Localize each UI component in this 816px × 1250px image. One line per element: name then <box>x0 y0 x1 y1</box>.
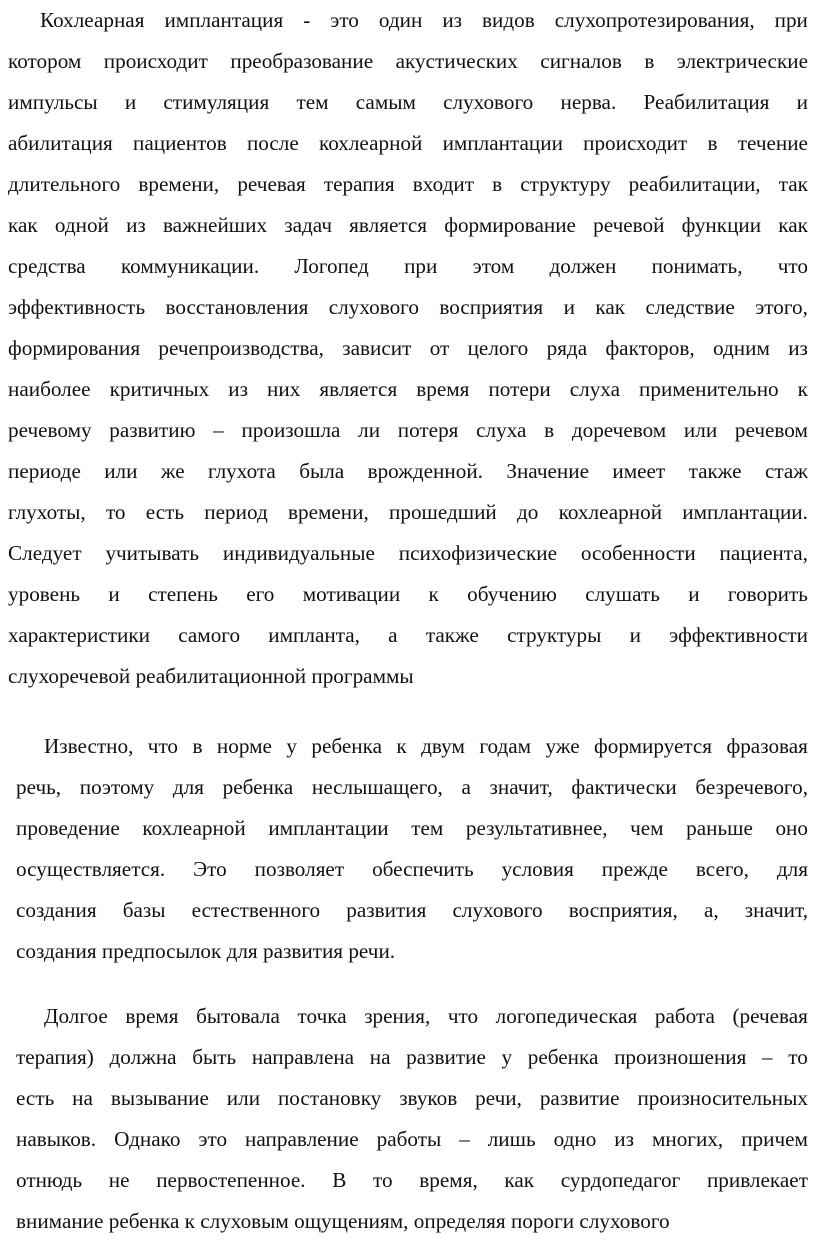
word: видов <box>482 8 535 32</box>
word: Логопед <box>294 254 369 278</box>
paragraph-line <box>8 579 808 609</box>
word: произошла <box>241 418 341 442</box>
word: сурдопедагог <box>560 1168 681 1192</box>
word: них <box>267 377 301 401</box>
word: является <box>319 377 398 401</box>
paragraph-line <box>8 538 808 568</box>
word: эффективность <box>8 295 146 319</box>
word: из <box>614 1127 634 1151</box>
word: работа <box>654 1004 715 1028</box>
word: ли <box>358 418 381 442</box>
word: Следует <box>8 541 82 565</box>
word: импланта, <box>268 623 360 647</box>
word: формирования <box>8 336 141 360</box>
word: слушать <box>585 582 660 606</box>
word: условия <box>501 857 574 881</box>
word: – <box>762 1045 773 1069</box>
word: а <box>388 623 398 647</box>
word: прежде <box>601 857 668 881</box>
word: период <box>204 500 268 524</box>
paragraph-line <box>16 772 808 802</box>
word: причем <box>741 1127 808 1151</box>
word: происходит <box>583 131 688 155</box>
word: есть <box>145 500 185 524</box>
word: как <box>504 1168 535 1192</box>
word: обучению <box>467 582 557 606</box>
word: позволяет <box>254 857 345 881</box>
word: фактически <box>571 775 677 799</box>
word: речевому <box>8 418 92 442</box>
word: и <box>124 90 137 114</box>
word: периоде <box>8 459 81 483</box>
word: особенности <box>580 541 696 565</box>
word: Это <box>193 857 227 881</box>
word: осуществляется. <box>16 857 166 881</box>
word: а, <box>703 898 719 922</box>
paragraph-line <box>8 415 808 445</box>
word: безречевого, <box>695 775 808 799</box>
word: формируется <box>594 734 713 758</box>
word: стимуляция <box>163 90 270 114</box>
word: доречевом <box>571 418 667 442</box>
word: имплантации <box>268 816 389 840</box>
word: восприятия, <box>568 898 678 922</box>
word: прошедший <box>389 500 497 524</box>
word: при <box>404 254 438 278</box>
paragraph-line <box>16 1083 808 1113</box>
word: потеря <box>397 418 459 442</box>
word: кохлеарной <box>142 816 246 840</box>
paragraph-3 <box>16 996 808 1246</box>
word: задач <box>284 213 332 237</box>
word: речи, <box>475 1086 522 1110</box>
word: на <box>72 1086 93 1110</box>
word: одно <box>553 1127 597 1151</box>
word: электрические <box>676 49 808 73</box>
word: значит, <box>489 775 553 799</box>
word: учитывать <box>105 541 200 565</box>
word: самым <box>355 90 416 114</box>
word: пациента, <box>719 541 808 565</box>
word: уже <box>545 734 580 758</box>
word: восстановления <box>165 295 309 319</box>
word: же <box>160 459 185 483</box>
paragraph-line <box>44 731 808 761</box>
word: создания <box>16 898 97 922</box>
word: В <box>332 1168 347 1192</box>
word: не <box>108 1168 130 1192</box>
word: это <box>198 1127 228 1151</box>
word: в <box>544 418 555 442</box>
word: слуха <box>569 377 621 401</box>
paragraph-line: слухоречевой реабилитационной программы <box>8 664 414 688</box>
word: Кохлеарная <box>40 8 145 32</box>
word: восприятия <box>439 295 544 319</box>
word: двум <box>421 734 465 758</box>
word: привлекает <box>706 1168 808 1192</box>
word: навыков. <box>16 1127 97 1151</box>
word: первостепенное. <box>156 1168 306 1192</box>
word: структуры <box>507 623 602 647</box>
word: должна <box>109 1045 177 1069</box>
word: ряда <box>546 336 588 360</box>
word: также <box>688 459 742 483</box>
paragraph-line <box>8 169 808 199</box>
word: от <box>429 336 450 360</box>
word: имплантации <box>442 131 563 155</box>
word: речевой <box>593 213 665 237</box>
word: развитию <box>109 418 196 442</box>
paragraph-line <box>8 497 808 527</box>
word: для <box>776 857 808 881</box>
word: времени, <box>138 172 220 196</box>
paragraph-line <box>8 620 808 650</box>
word: что <box>147 734 179 758</box>
word: время <box>416 377 470 401</box>
word: его <box>246 582 275 606</box>
word: после <box>246 131 299 155</box>
word: всего, <box>695 857 749 881</box>
word: преобразование <box>230 49 374 73</box>
word: Долгое <box>44 1004 108 1028</box>
word: направлена <box>251 1045 355 1069</box>
word: или <box>683 418 718 442</box>
word: (речевая <box>732 1004 808 1028</box>
word: отнюдь <box>16 1168 83 1192</box>
word: зависит <box>342 336 412 360</box>
word: неслышащего, <box>311 775 443 799</box>
word: как <box>8 213 38 237</box>
word: понимать, <box>651 254 743 278</box>
word: точка <box>297 1004 347 1028</box>
paragraph-line <box>16 895 808 925</box>
word: так <box>778 172 808 196</box>
word: степень <box>148 582 218 606</box>
word: длительного <box>8 172 121 196</box>
word: годам <box>479 734 532 758</box>
paragraph-1 <box>8 0 808 700</box>
word: коммуникации. <box>120 254 260 278</box>
word: ребенка <box>527 1045 599 1069</box>
word: критичных <box>109 377 210 401</box>
word: работы <box>376 1127 442 1151</box>
word: речь, <box>16 775 62 799</box>
word: кохлеарной <box>318 131 423 155</box>
word: речепроизводства, <box>158 336 324 360</box>
word: в <box>707 131 718 155</box>
word: из <box>788 336 808 360</box>
word: раньше <box>686 816 753 840</box>
word: следствие <box>645 295 735 319</box>
word: времени, <box>287 500 369 524</box>
word: оно <box>775 816 808 840</box>
word: из <box>126 213 146 237</box>
word: логопедическая <box>495 1004 638 1028</box>
word: у <box>501 1045 513 1069</box>
word: терапия <box>323 172 395 196</box>
word: врожденной. <box>367 459 483 483</box>
paragraph-line <box>16 1124 808 1154</box>
word: в <box>192 734 203 758</box>
word: абилитация <box>8 131 113 155</box>
word: входит <box>412 172 474 196</box>
word: и <box>108 582 120 606</box>
word: время <box>125 1004 179 1028</box>
word: – <box>459 1127 470 1151</box>
word: глухота <box>208 459 276 483</box>
word: как <box>778 213 808 237</box>
word: речевом <box>734 418 808 442</box>
paragraph-line: создания предпосылок для развития речи. <box>16 939 396 963</box>
word: Известно, <box>44 734 134 758</box>
word: к <box>428 582 439 606</box>
word: что <box>447 1004 479 1028</box>
paragraph-line: внимание ребенка к слуховым ощущениям, определяя пороги слухового <box>16 1209 670 1233</box>
word: обеспечить <box>372 857 474 881</box>
paragraph-line <box>44 1001 808 1031</box>
word: развития <box>346 898 427 922</box>
word: индивидуальные <box>222 541 375 565</box>
word: из <box>442 8 463 32</box>
word: из <box>228 377 248 401</box>
word: слухопротезирования, <box>554 8 755 32</box>
word: или <box>104 459 138 483</box>
word: поэтому <box>79 775 155 799</box>
word: произношения <box>614 1045 747 1069</box>
word: структуру <box>520 172 611 196</box>
word: для <box>172 775 204 799</box>
word: этом <box>472 254 515 278</box>
word: быть <box>192 1045 237 1069</box>
word: мотивации <box>302 582 401 606</box>
word: средства <box>8 254 86 278</box>
word: имплантации. <box>682 500 808 524</box>
word: кохлеарной <box>558 500 663 524</box>
word: сигналов <box>540 49 622 73</box>
paragraph-2 <box>16 728 808 968</box>
word: факторов, <box>605 336 695 360</box>
word: бытовала <box>196 1004 280 1028</box>
word: акустических <box>395 49 518 73</box>
word: то <box>788 1045 808 1069</box>
word: реабилитации, <box>628 172 761 196</box>
word: постановку <box>277 1086 382 1110</box>
word: Однако <box>114 1127 181 1151</box>
paragraph-line <box>16 1165 808 1195</box>
paragraph-line <box>8 251 808 281</box>
word: до <box>517 500 539 524</box>
word: слухового <box>328 295 419 319</box>
word: одной <box>54 213 109 237</box>
word: целого <box>467 336 529 360</box>
word: психофизические <box>398 541 558 565</box>
word: к <box>396 734 407 758</box>
word: в <box>492 172 503 196</box>
word: является <box>349 213 428 237</box>
word: ребенка <box>311 734 382 758</box>
word: а <box>461 775 471 799</box>
word: у <box>286 734 297 758</box>
word: проведение <box>16 816 120 840</box>
paragraph-line <box>8 210 808 240</box>
word: и <box>563 295 575 319</box>
word: терапия) <box>16 1045 94 1069</box>
word: Значение <box>506 459 589 483</box>
word: и <box>796 90 808 114</box>
word: результативнее, <box>465 816 608 840</box>
word: должен <box>549 254 617 278</box>
paragraph-line <box>16 1042 808 1072</box>
paragraph-line <box>16 854 808 884</box>
word: ребенка <box>222 775 294 799</box>
word: развитие <box>406 1045 486 1069</box>
word: слухового <box>443 90 534 114</box>
word: пациентов <box>132 131 227 155</box>
word: что <box>777 254 808 278</box>
word: импульсы <box>8 90 98 114</box>
word: формирование <box>444 213 576 237</box>
word: к <box>797 377 808 401</box>
word: чем <box>630 816 664 840</box>
word: эффективности <box>669 623 808 647</box>
word: наиболее <box>8 377 91 401</box>
word: характеристики <box>8 623 150 647</box>
word: естественного <box>191 898 321 922</box>
word: речевая <box>237 172 306 196</box>
paragraph-line <box>8 333 808 363</box>
word: важнейших <box>162 213 268 237</box>
word: развитие <box>539 1086 620 1110</box>
word: вызывание <box>110 1086 209 1110</box>
word: как <box>595 295 626 319</box>
word: в <box>644 49 655 73</box>
word: произносительных <box>637 1086 808 1110</box>
word: фразовая <box>726 734 808 758</box>
word: один <box>378 8 423 32</box>
paragraph-line <box>8 292 808 322</box>
word: и <box>629 623 641 647</box>
word: имеет <box>612 459 666 483</box>
word: потери <box>488 377 551 401</box>
word: нерва. <box>560 90 617 114</box>
word: котором <box>8 49 82 73</box>
word: самого <box>178 623 241 647</box>
word: базы <box>122 898 166 922</box>
word: или <box>226 1086 261 1110</box>
paragraph-line <box>40 5 808 35</box>
word: слухового <box>452 898 543 922</box>
word: на <box>369 1045 391 1069</box>
word: стаж <box>764 459 808 483</box>
word: происходит <box>103 49 208 73</box>
word: - <box>303 8 311 32</box>
word: время, <box>419 1168 478 1192</box>
paragraph-line <box>8 128 808 158</box>
word: одним <box>713 336 770 360</box>
word: говорить <box>727 582 808 606</box>
word: Реабилитация <box>643 90 770 114</box>
word: зрения, <box>364 1004 431 1028</box>
word: многих, <box>651 1127 724 1151</box>
paragraph-line <box>16 813 808 843</box>
word: слуха <box>476 418 527 442</box>
word: – <box>213 418 224 442</box>
word: также <box>425 623 479 647</box>
paragraph-line <box>8 374 808 404</box>
paragraph-line <box>8 456 808 486</box>
word: при <box>774 8 808 32</box>
paragraph-line <box>8 46 808 76</box>
word: есть <box>16 1086 55 1110</box>
paragraph-line <box>8 87 808 117</box>
word: это <box>330 8 359 32</box>
word: была <box>299 459 345 483</box>
word: имплантация <box>164 8 284 32</box>
word: лишь <box>487 1127 536 1151</box>
word: функции <box>681 213 762 237</box>
word: течение <box>737 131 808 155</box>
word: направление <box>245 1127 359 1151</box>
word: уровень <box>8 582 81 606</box>
word: тем <box>296 90 329 114</box>
word: норме <box>216 734 272 758</box>
word: применительно <box>639 377 779 401</box>
word: тем <box>411 816 444 840</box>
word: значит, <box>744 898 808 922</box>
word: этого, <box>755 295 808 319</box>
word: и <box>688 582 700 606</box>
word: глухоты, <box>8 500 86 524</box>
word: то <box>373 1168 393 1192</box>
word: то <box>105 500 126 524</box>
word: звуков <box>399 1086 458 1110</box>
